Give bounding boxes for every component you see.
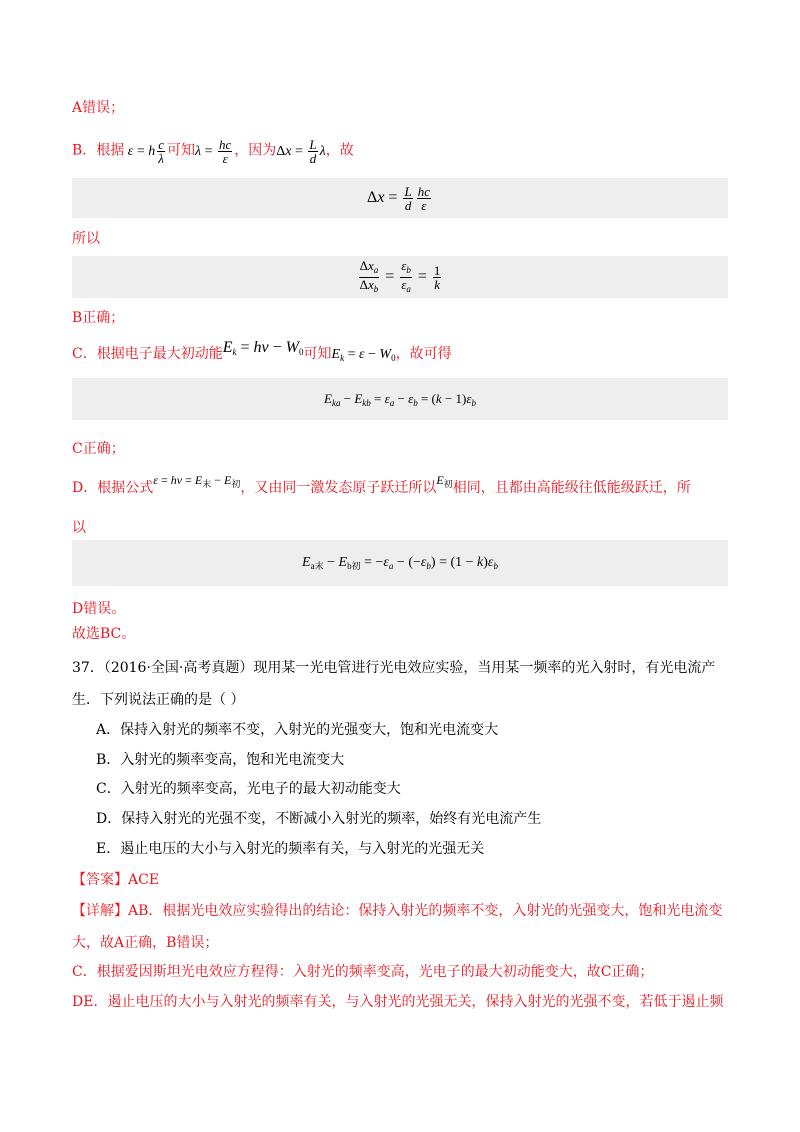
section-b-mid1: 可知: [167, 142, 196, 159]
question-source: （2016·全国·高考真题）: [103, 660, 254, 676]
equation-box-1: [72, 178, 728, 218]
analysis-line-1: [72, 901, 722, 921]
formula-epsilon-h-c-lambda: ε = h $\frac{c}{\lambda}$: [124, 137, 165, 166]
section-b-line: [72, 138, 354, 165]
formula-ek-epsilon-w0: $E_k = \varepsilon - W_0$: [331, 347, 396, 363]
section-b-prefix: B．根据: [72, 142, 125, 159]
answer-line: [72, 870, 159, 890]
analysis-line-3: C．根据爱因斯坦光电效应方程得：入射光的频率变高，光电子的最大初动能变大，故C正确；: [72, 964, 654, 980]
equation-box-2: [72, 256, 728, 298]
option-e: E．遏止电压的大小与入射光的频率有关，与入射光的光强无关: [96, 841, 485, 857]
section-c-line: [72, 339, 452, 368]
formula-ratio-delta-x: $\frac{\Delta x_a}{\Delta x_b}$ = $\frac{\varepsilon_b}{\varepsilon_a}$ = $\frac{1}{k}$: [359, 257, 441, 294]
analysis-text-1: AB．根据光电效应实验得出的结论：保持入射光的频率不变，入射光的光强变大，饱和光电流变: [128, 903, 723, 919]
option-d: D．保持入射光的光强不变，不断减小入射光的频率，始终有光电流产生: [96, 811, 542, 827]
answer-label: 【答案】: [72, 872, 128, 888]
analysis-line-4: DE．遏止电压的大小与入射光的频率有关，与入射光的光强无关，保持入射光的光强不变，若低于遏止频: [72, 994, 724, 1010]
option-c: C．入射光的频率变高，光电子的最大初动能变大: [96, 781, 401, 797]
option-a: A．保持入射光的频率不变，入射光的光强变大，饱和光电流变大: [96, 722, 499, 738]
equation-box-4: [72, 540, 728, 586]
b-correct: B正确；: [72, 310, 125, 326]
question-line-1: [72, 658, 715, 678]
section-b-suffix: ，故: [325, 142, 354, 159]
formula-ek-hv-w0: $E_k = h\nu - W_0$: [222, 339, 304, 357]
formula-e-initial: $E_初$: [436, 473, 453, 489]
equation-box-3: [72, 378, 728, 420]
answer-value: ACE: [128, 872, 160, 888]
formula-epsilon-hv-e-diff: $\varepsilon = h\nu = E_末 - E_初$: [153, 473, 241, 489]
analysis-label: 【详解】: [72, 903, 128, 919]
section-c-suffix: ，故可得: [395, 346, 452, 362]
option-b: B．入射光的频率变高，饱和光电流变大: [96, 752, 345, 768]
question-number: 37．: [72, 660, 104, 676]
formula-delta-x-l-d-lambda: Δx = $\frac{L}{d}$ λ: [276, 137, 326, 166]
section-d-continuation: 以: [72, 520, 86, 536]
section-d-prefix: D．根据公式: [72, 480, 154, 496]
question-text-2: 生．下列说法正确的是（ ）: [72, 692, 245, 708]
section-c-prefix: C．根据电子最大初动能: [72, 346, 223, 362]
section-a-wrong: A错误；: [72, 100, 125, 116]
d-wrong: D错误。: [72, 601, 126, 617]
formula-eka-ekb: $E_{ka} - E_{kb} = \varepsilon_a - \varepsilon_b = (k - 1)\varepsilon_b$: [324, 390, 476, 408]
so-text: 所以: [72, 231, 100, 247]
analysis-line-2: 大，故A正确，B错误；: [72, 935, 219, 951]
formula-ea-eb: $E_{a末} - E_{b初} = -\varepsilon_a - (-\varepsilon_b) = (1 - k)\varepsilon_b$: [302, 554, 498, 571]
section-d-suffix: 相同，且都由高能级往低能级跃迁，所: [452, 480, 691, 496]
section-d-mid: ，又由同一激发态原子跃迁所以: [240, 480, 437, 496]
question-text-1: 现用某一光电管进行光电效应实验，当用某一频率的光入射时，有光电流产: [253, 660, 716, 676]
section-b-mid2: ，因为: [234, 142, 277, 159]
section-c-mid: 可知: [303, 346, 332, 362]
section-d-line: [72, 473, 691, 502]
formula-delta-x-l-d-hc-epsilon: Δx = $\frac{L}{d}$ $\frac{hc}{\varepsilon}$: [367, 183, 430, 213]
c-correct: C正确；: [72, 441, 125, 457]
conclusion: 故选BC。: [72, 626, 136, 642]
formula-lambda-hc-epsilon: λ = $\frac{hc}{\varepsilon}$: [195, 137, 232, 166]
